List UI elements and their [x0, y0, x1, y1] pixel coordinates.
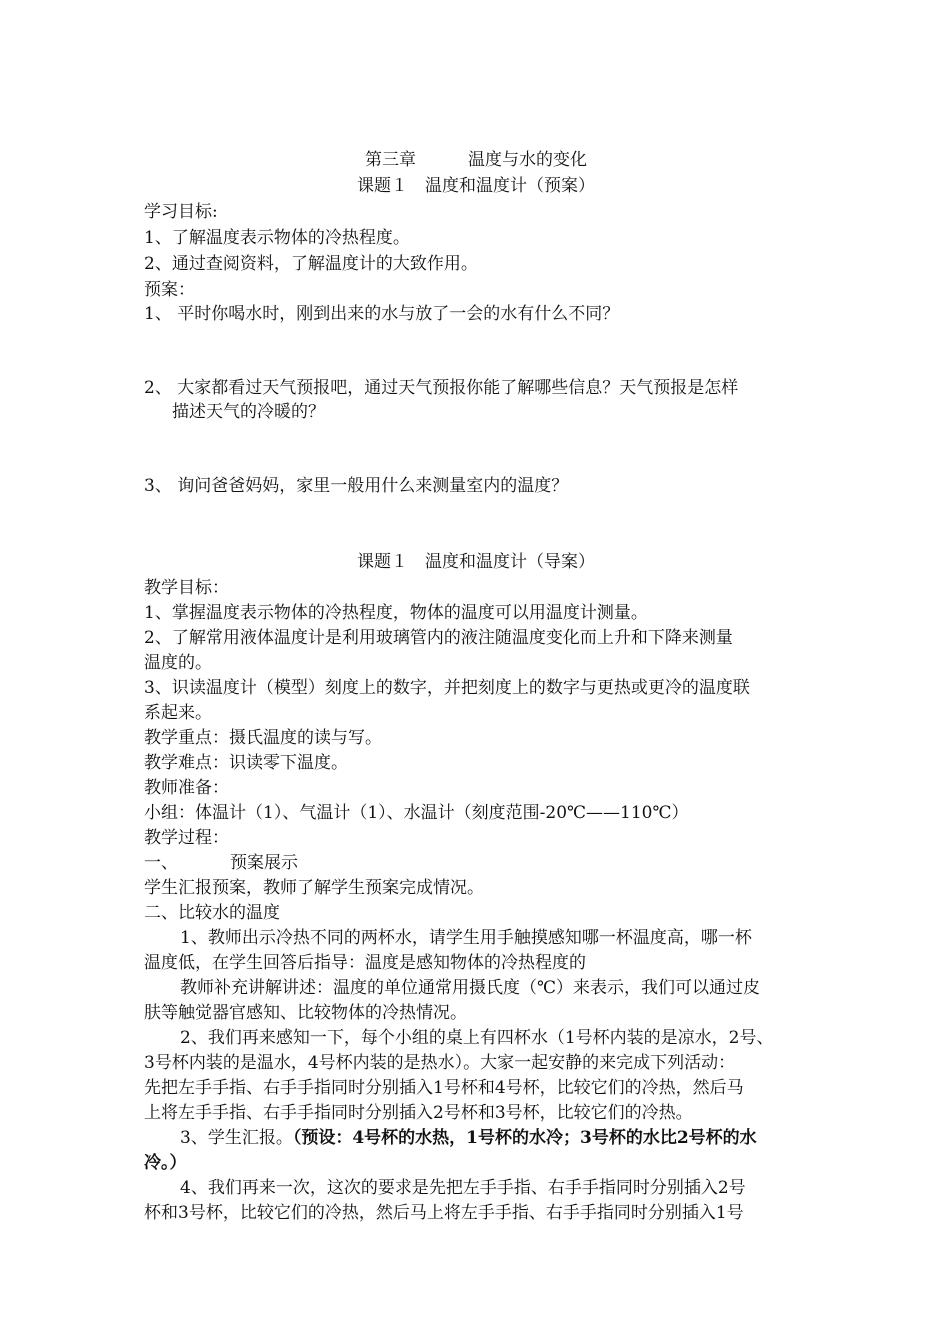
guide-prep: 小组：体温计（1）、气温计（1）、水温计（刻度范围-20℃——110℃）	[144, 803, 689, 823]
preview-plan-heading: 预案：	[144, 280, 195, 300]
para-4-presumption: （预设：4号杯的水热，1号杯的水冷；3号杯的水比2号杯的水	[292, 1128, 757, 1148]
para-2-line-2: 肤等触觉器官感知、比较物体的冷热情况。	[144, 1003, 467, 1023]
section-2-heading: 二、比较水的温度	[144, 903, 280, 923]
guide-key-point: 教学重点：摄氏温度的读与写。	[144, 728, 382, 748]
para-3-line-4: 上将左手手指、右手手指同时分别插入2号杯和3号杯，比较它们的冷热。	[144, 1103, 693, 1123]
para-5-line-1: 4、我们再来一次，这次的要求是先把左手手指、右手手指同时分别插入2号	[180, 1178, 746, 1198]
preview-question-2-line-1: 2、 大家都看过天气预报吧，通过天气预报你能了解哪些信息？天气预报是怎样	[144, 378, 739, 398]
preview-question-2-line-2: 描述天气的冷暖的？	[172, 402, 325, 422]
preview-title: 课题１ 温度和温度计（预案）	[357, 176, 595, 196]
section-1-heading	[144, 851, 824, 875]
guide-goal-3-line-1: 3、识读温度计（模型）刻度上的数字，并把刻度上的数字与更热或更冷的温度联	[144, 678, 750, 698]
preview-goals-heading: 学习目标:	[144, 202, 218, 222]
para-1-line-2: 温度低，在学生回答后指导：温度是感知物体的冷热程度的	[144, 953, 586, 973]
section-1-text: 学生汇报预案，教师了解学生预案完成情况。	[144, 878, 484, 898]
guide-process-heading: 教学过程：	[144, 828, 229, 848]
guide-goal-2-line-1: 2、了解常用液体温度计是利用玻璃管内的液注随温度变化而上升和下降来测量	[144, 628, 733, 648]
para-1-line-1: 1、教师出示冷热不同的两杯水，请学生用手触摸感知哪一杯温度高，哪一杯	[180, 928, 752, 948]
para-4-lead: 3、学生汇报。	[180, 1128, 293, 1148]
guide-goal-2-line-2: 温度的。	[144, 653, 212, 673]
preview-goal-1: 1、了解温度表示物体的冷热程度。	[144, 228, 410, 248]
chapter-number: 第三章	[365, 150, 416, 170]
section-1-title: 预案展示	[230, 853, 298, 873]
guide-goals-heading: 教学目标：	[144, 578, 229, 598]
para-4-line-2: 冷。）	[144, 1153, 187, 1173]
guide-prep-heading: 教师准备：	[144, 778, 229, 798]
guide-title: 课题１ 温度和温度计（导案）	[357, 552, 595, 572]
para-4-line-1	[180, 1126, 860, 1150]
para-3-line-2: 3号杯内装的是温水，4号杯内装的是热水）。大家一起安静的来完成下列活动：	[144, 1053, 736, 1073]
para-2-line-1: 教师补充讲解讲述：温度的单位通常用摄氏度（℃）来表示，我们可以通过皮	[180, 978, 761, 998]
chapter-title: 温度与水的变化	[468, 150, 587, 170]
preview-goal-2: 2、通过查阅资料，了解温度计的大致作用。	[144, 254, 478, 274]
para-3-line-1: 2、我们再来感知一下，每个小组的桌上有四杯水（1号杯内装的是凉水，2号、	[180, 1028, 774, 1048]
para-3-line-3: 先把左手手指、右手手指同时分别插入1号杯和4号杯，比较它们的冷热，然后马	[144, 1078, 744, 1098]
guide-goal-3-line-2: 系起来。	[144, 703, 212, 723]
guide-difficulty: 教学难点：识读零下温度。	[144, 753, 348, 773]
guide-goal-1: 1、掌握温度表示物体的冷热程度，物体的温度可以用温度计测量。	[144, 603, 648, 623]
para-5-line-2: 杯和3号杯，比较它们的冷热，然后马上将左手手指、右手手指同时分别插入1号	[144, 1203, 744, 1223]
preview-question-3: 3、 询问爸爸妈妈，家里一般用什么来测量室内的温度？	[144, 476, 569, 496]
preview-question-1: 1、 平时你喝水时，刚到出来的水与放了一会的水有什么不同？	[144, 304, 620, 324]
chapter-heading	[144, 148, 808, 172]
section-1-number: 一、	[144, 853, 178, 873]
